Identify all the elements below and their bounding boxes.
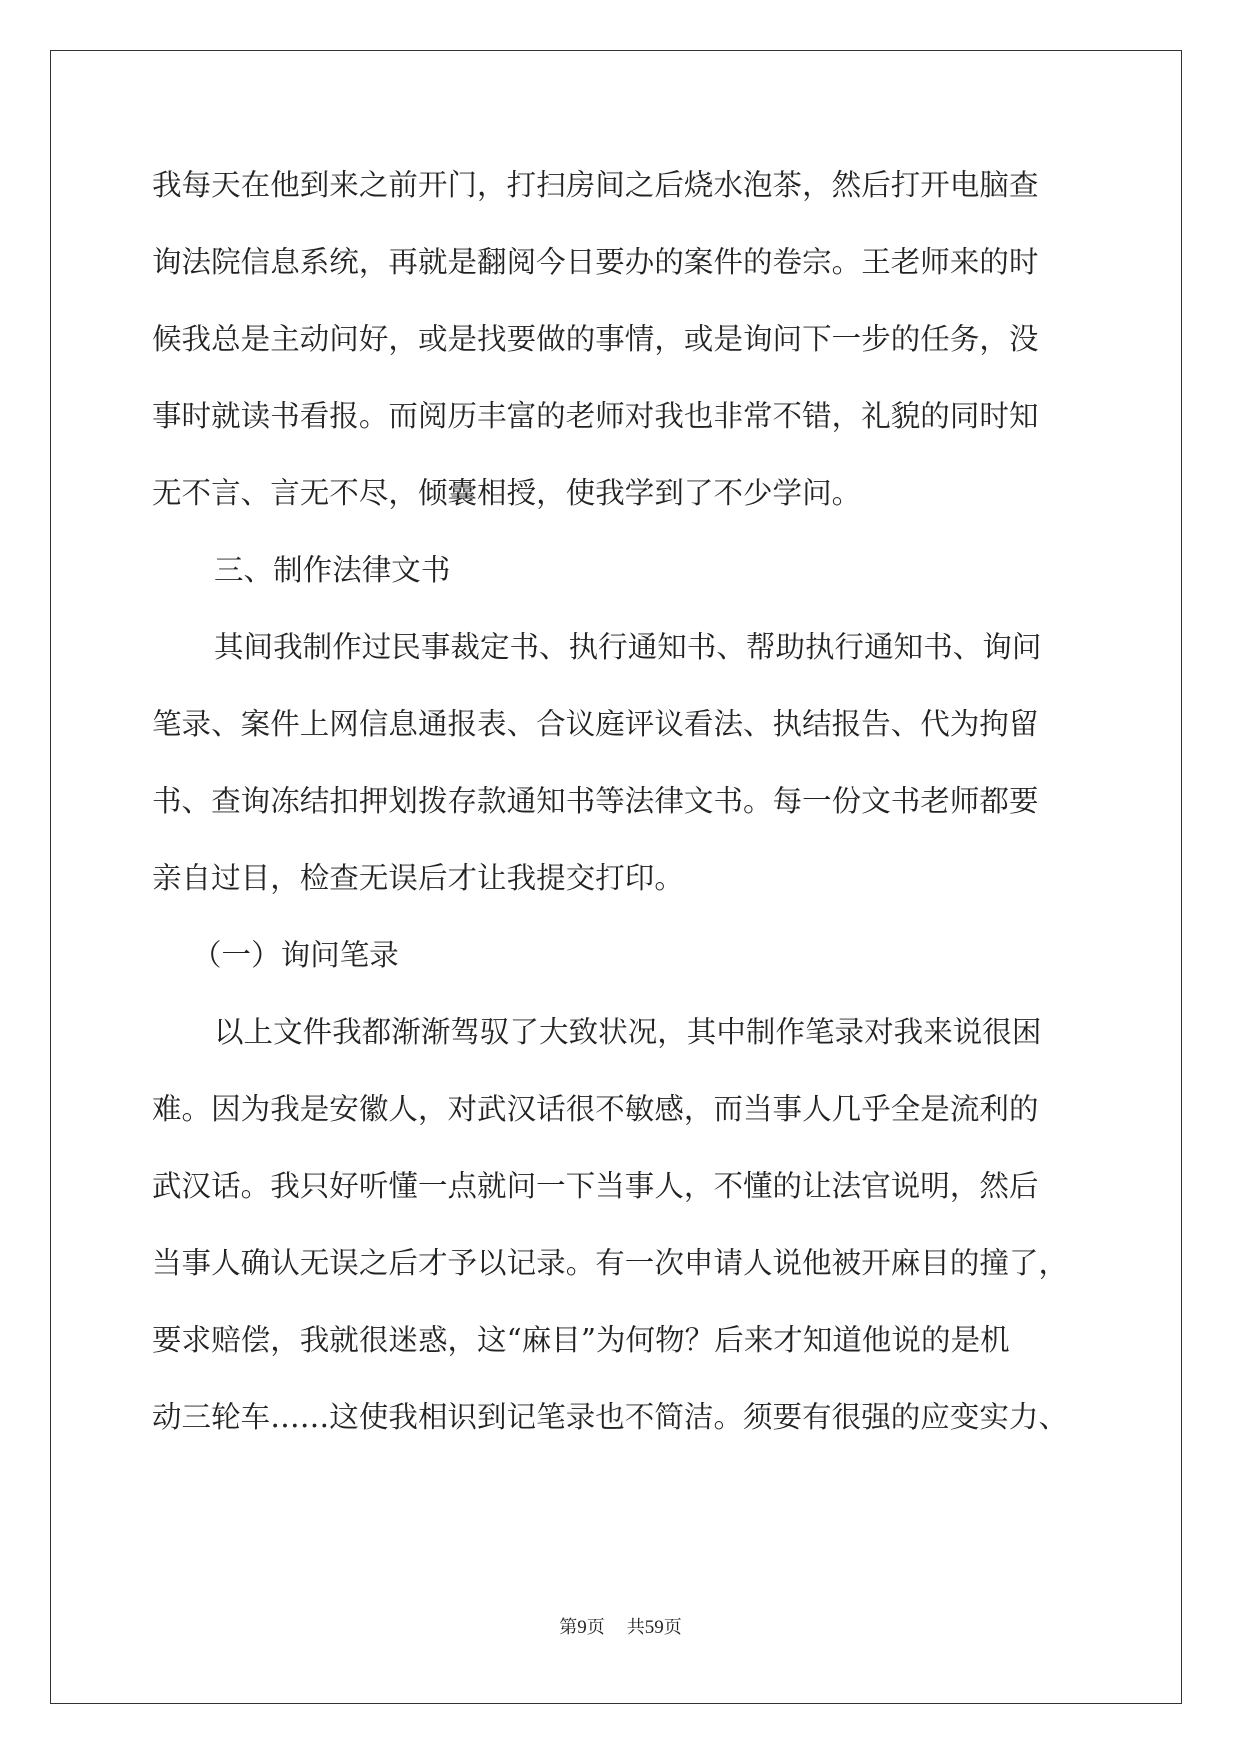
text-line: 询法院信息系统，再就是翻阅今日要办的案件的卷宗。王老师来的时 — [152, 245, 1039, 279]
text-line: 要求赔偿，我就很迷惑，这“麻目”为何物？后来才知道他说的是机 — [152, 1323, 1010, 1357]
text-line: 事时就读书看报。而阅历丰富的老师对我也非常不错，礼貌的同时知 — [152, 399, 1039, 433]
total-suffix: 页 — [663, 1617, 682, 1638]
text-line: 武汉话。我只好听懂一点就问一下当事人，不懂的让法官说明，然后 — [152, 1169, 1039, 1203]
page-prefix: 第 — [559, 1617, 578, 1638]
total-prefix: 共 — [626, 1617, 645, 1638]
text-line: 动三轮车……这使我相识到记笔录也不简洁。须要有很强的应变实力、 — [152, 1400, 1069, 1434]
text-line: 我每天在他到来之前开门，打扫房间之后烧水泡茶，然后打开电脑查 — [152, 168, 1039, 202]
text-line: 书、查询冻结扣押划拨存款通知书等法律文书。每一份文书老师都要 — [152, 784, 1039, 818]
section-heading: 三、制作法律文书 — [214, 553, 451, 587]
page-footer — [0, 1616, 1241, 1640]
text-line: 难。因为我是安徽人，对武汉话很不敏感，而当事人几乎全是流利的 — [152, 1092, 1039, 1126]
paragraph-first-line: 以上文件我都渐渐驾驭了大致状况，其中制作笔录对我来说很困 — [214, 1015, 1042, 1049]
text-line: 候我总是主动问好，或是找要做的事情，或是询问下一步的任务，没 — [152, 322, 1039, 356]
text-line: 亲自过目，检查无误后才让我提交打印。 — [152, 861, 684, 895]
paragraph-first-line: 其间我制作过民事裁定书、执行通知书、帮助执行通知书、询问 — [214, 630, 1042, 664]
subsection-heading: （一）询问笔录 — [192, 938, 399, 972]
page-number: 9 — [577, 1617, 587, 1638]
page-suffix: 页 — [586, 1617, 605, 1638]
text-line: 当事人确认无误之后才予以记录。有一次申请人说他被开麻目的撞了， — [152, 1246, 1069, 1280]
text-line: 笔录、案件上网信息通报表、合议庭评议看法、执结报告、代为拘留 — [152, 707, 1039, 741]
text-line: 无不言、言无不尽，倾囊相授，使我学到了不少学问。 — [152, 476, 862, 510]
total-pages: 59 — [644, 1617, 664, 1638]
